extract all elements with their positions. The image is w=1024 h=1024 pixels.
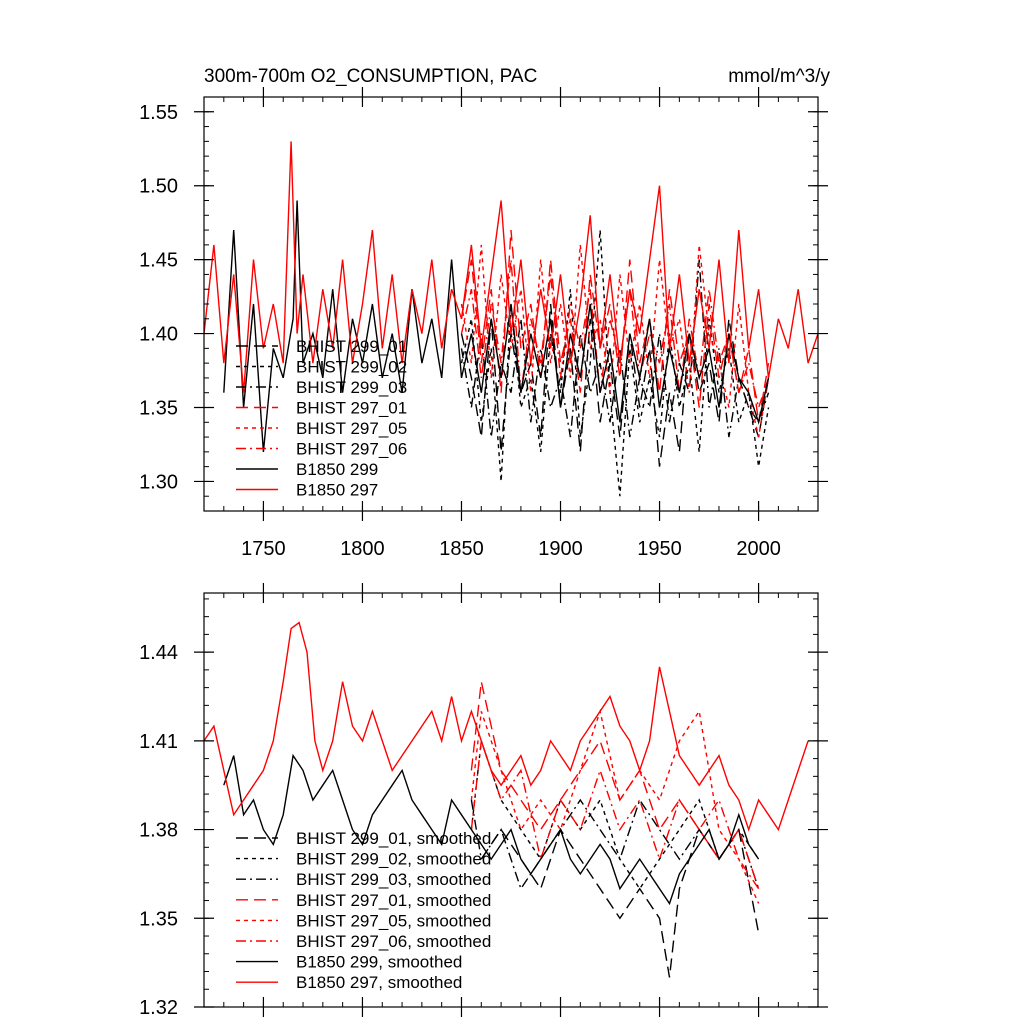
legend-label: BHIST 297_05, smoothed xyxy=(296,911,492,931)
legend-label: B1850 299, smoothed xyxy=(296,952,463,972)
legend-label: BHIST 297_06, smoothed xyxy=(296,932,492,951)
y-tick-label: 1.35 xyxy=(139,908,178,931)
legend-label: BHIST 299_03 xyxy=(296,378,408,397)
x-tick-label: 2000 xyxy=(736,538,781,560)
x-tick-label: 1750 xyxy=(241,538,286,560)
y-tick-label: 1.40 xyxy=(139,323,178,346)
legend-label: BHIST 299_01, smoothed xyxy=(296,829,492,848)
legend-label: BHIST 297_01 xyxy=(296,398,408,418)
legend-label: B1850 297 xyxy=(296,480,379,500)
y-tick-label: 1.32 xyxy=(139,997,178,1019)
top-title-left: 300m-700m O2_CONSUMPTION, PAC xyxy=(204,66,538,87)
y-tick-label: 1.35 xyxy=(139,397,178,420)
y-tick-label: 1.44 xyxy=(139,642,178,665)
legend-label: B1850 299 xyxy=(296,460,379,479)
y-tick-label: 1.50 xyxy=(139,175,178,198)
y-tick-label: 1.30 xyxy=(139,471,178,494)
legend-label: BHIST 297_06 xyxy=(296,439,408,459)
legend-label: BHIST 299_03, smoothed xyxy=(296,870,492,890)
legend-label: BHIST 299_01 xyxy=(296,337,408,356)
top-title-right: mmol/m^3/y xyxy=(728,66,830,87)
legend-label: BHIST 297_01, smoothed xyxy=(296,890,492,910)
legend-label: B1850 297, smoothed xyxy=(296,973,463,993)
x-tick-label: 1800 xyxy=(340,538,385,560)
y-tick-label: 1.55 xyxy=(139,101,178,124)
x-tick-label: 1850 xyxy=(439,538,484,560)
x-tick-label: 1950 xyxy=(637,538,682,560)
x-tick-label: 1900 xyxy=(538,538,583,560)
legend-label: BHIST 299_02, smoothed xyxy=(296,849,492,869)
y-tick-label: 1.45 xyxy=(139,249,178,272)
legend-label: BHIST 299_02 xyxy=(296,357,408,377)
legend-label: BHIST 297_05 xyxy=(296,419,408,438)
y-tick-label: 1.41 xyxy=(139,730,178,753)
y-tick-label: 1.38 xyxy=(139,819,178,842)
